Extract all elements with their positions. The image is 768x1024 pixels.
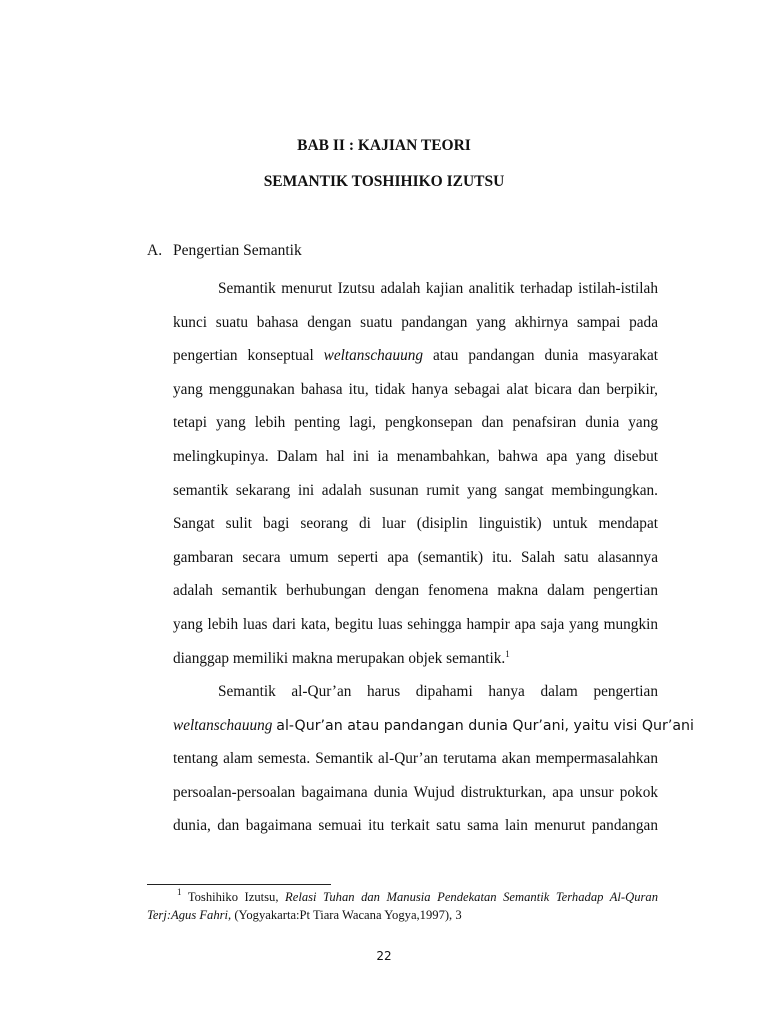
italic-term: weltanschauung — [173, 716, 273, 734]
paragraph-line: tentang alam semesta. Semantik al-Qur’an terutama akan mempermasalahkan — [173, 750, 658, 768]
paragraph-line: Sangat sulit bagi seorang di luar (disiplin linguistik) untuk mendapat — [173, 515, 658, 533]
footnote-separator — [147, 884, 331, 885]
chapter-heading: BAB II : KAJIAN TEORI — [297, 137, 471, 154]
footnote-line — [147, 906, 658, 924]
paragraph-line: yang lebih luas dari kata, begitu luas sehingga hampir apa saja yang mungkin — [173, 615, 658, 633]
footnote-reference[interactable]: 1 — [505, 648, 510, 659]
text-segment: atau pandangan dunia masyarakat — [432, 347, 658, 365]
chapter-subtitle: SEMANTIK TOSHIHIKO IZUTSU — [263, 173, 505, 190]
paragraph-1 — [173, 272, 658, 675]
footnote — [147, 888, 658, 924]
page-number: 22 — [376, 949, 392, 963]
text-segment: Semantik al-Qur’an harus dipahami hanya dalam pengertian — [218, 683, 658, 700]
footnote-publisher: (Yogyakarta:Pt Tiara Wacana Yogya,1997), 3 — [234, 908, 462, 922]
text-segment: pengertian konseptual — [173, 347, 314, 365]
text-segment: al-Qur’an atau pandangan dunia Qur’ani, yaitu visi Qur’ani — [276, 717, 694, 734]
text-segment: dianggap memiliki makna merupakan objek semantik. — [173, 649, 506, 667]
paragraph-line — [173, 675, 658, 709]
footnote-number: 1 — [177, 887, 182, 897]
paragraph-line: yang menggunakan bahasa itu, tidak hanya sebagai alat bicara dan berpikir, — [173, 380, 658, 398]
footnote-title: Relasi Tuhan dan Manusia Pendekatan Semantik Terhadap Al-Quran — [285, 890, 658, 904]
paragraph-line: tetapi yang lebih penting lagi, pengkonsepan dan penafsiran dunia yang — [173, 414, 658, 432]
paragraph-line: dunia, dan bagaimana semuai itu terkait satu sama lain menurut pandangan — [173, 817, 658, 835]
italic-term: weltanschauung — [323, 347, 424, 365]
footnote-line — [147, 888, 658, 906]
paragraph-line: semantik sekarang ini adalah susunan rumit yang sangat membingungkan. — [173, 481, 658, 499]
paragraph-2 — [173, 675, 694, 843]
section-heading — [147, 241, 302, 261]
footnote-author: Toshihiko Izutsu, — [187, 890, 279, 904]
paragraph-line: melingkupinya. Dalam hal ini ia menambahkan, bahwa apa yang disebut — [173, 447, 658, 465]
paragraph-line: kunci suatu bahasa dengan suatu pandangan yang akhirnya sampai pada — [173, 313, 658, 331]
paragraph-line: adalah semantik berhubungan dengan fenomena makna dalam pengertian — [173, 582, 658, 600]
footnote-translator: Terj:Agus Fahri, — [147, 908, 232, 922]
paragraph-line — [173, 339, 658, 373]
paragraph-line — [173, 642, 658, 676]
paragraph-line: persoalan-persoalan bagaimana dunia Wujud distrukturkan, apa unsur pokok — [173, 783, 658, 801]
paragraph-line: gambaran secara umum seperti apa (semantik) itu. Salah satu alasannya — [173, 548, 658, 566]
paragraph-line — [173, 709, 694, 743]
paragraph-line: Semantik menurut Izutsu adalah kajian analitik terhadap istilah-istilah — [218, 280, 658, 297]
section-letter: A. — [147, 242, 163, 259]
section-title: Pengertian Semantik — [173, 242, 302, 259]
